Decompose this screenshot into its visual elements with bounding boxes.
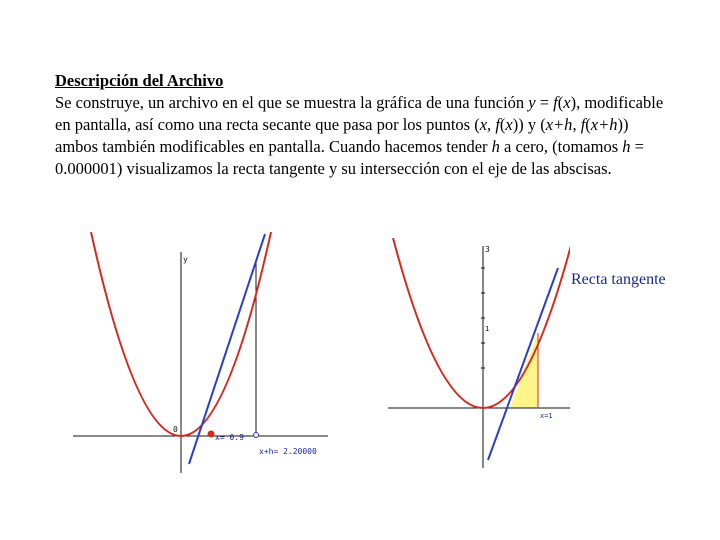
point-x-plus-h-label: x+h= 2.20000 — [259, 447, 317, 456]
x-point-label: x=1 — [540, 412, 553, 420]
description-text: ( — [499, 115, 506, 134]
description-title: Descripción del Archivo — [55, 71, 224, 90]
tangent-graph — [388, 238, 570, 468]
math-variable: f — [580, 115, 586, 134]
point-x-label: x= 0.9 — [215, 433, 244, 442]
math-variable: x — [563, 93, 571, 112]
description-text: Se construye, un archivo en el que se muestra la gráfica de una función — [55, 93, 529, 112]
math-variable: x+h — [590, 115, 618, 134]
description-text: ), modificable en pantalla, así como una recta secante que pasa por los puntos ( — [55, 93, 664, 134]
origin-label: 0 — [173, 425, 178, 434]
tangent-line — [488, 268, 558, 460]
tangent-line-label: Recta tangente — [571, 271, 666, 288]
point-x[interactable] — [208, 431, 215, 438]
description-text: = — [535, 93, 554, 112]
secant-graph — [73, 232, 328, 473]
math-variable: f — [553, 93, 558, 112]
description-text: ( — [557, 93, 564, 112]
description-text: = 0.000001) visualizamos la recta tangente y su intersección con el eje de las abscisas. — [55, 137, 644, 178]
y-axis-label: 3 — [485, 245, 490, 254]
math-variable: x, — [479, 115, 492, 134]
tangent-triangle-fill — [510, 333, 538, 408]
description-text: ( — [585, 115, 591, 134]
math-variable: h — [491, 137, 500, 156]
secant-graph-canvas — [73, 232, 328, 473]
math-variable: x — [505, 115, 513, 134]
point-x-plus-h[interactable] — [254, 433, 259, 438]
math-variable: f — [495, 115, 500, 134]
description-text: a cero, (tomamos — [499, 137, 623, 156]
tangent-graph-canvas — [388, 238, 570, 468]
function-curve — [393, 238, 570, 408]
file-description — [55, 70, 665, 180]
description-text: )) ambos también modificables en pantalla. Cuando hacemos tender — [55, 115, 629, 156]
math-variable: x+h — [545, 115, 573, 134]
y-axis-label: y — [183, 255, 188, 264]
secant-line — [189, 234, 265, 464]
description-text: , — [572, 115, 581, 134]
math-variable: y — [528, 93, 536, 112]
y-unit-label: 1 — [485, 325, 490, 333]
description-body — [55, 92, 665, 180]
description-text: )) y ( — [512, 115, 546, 134]
math-variable: h — [622, 137, 631, 156]
